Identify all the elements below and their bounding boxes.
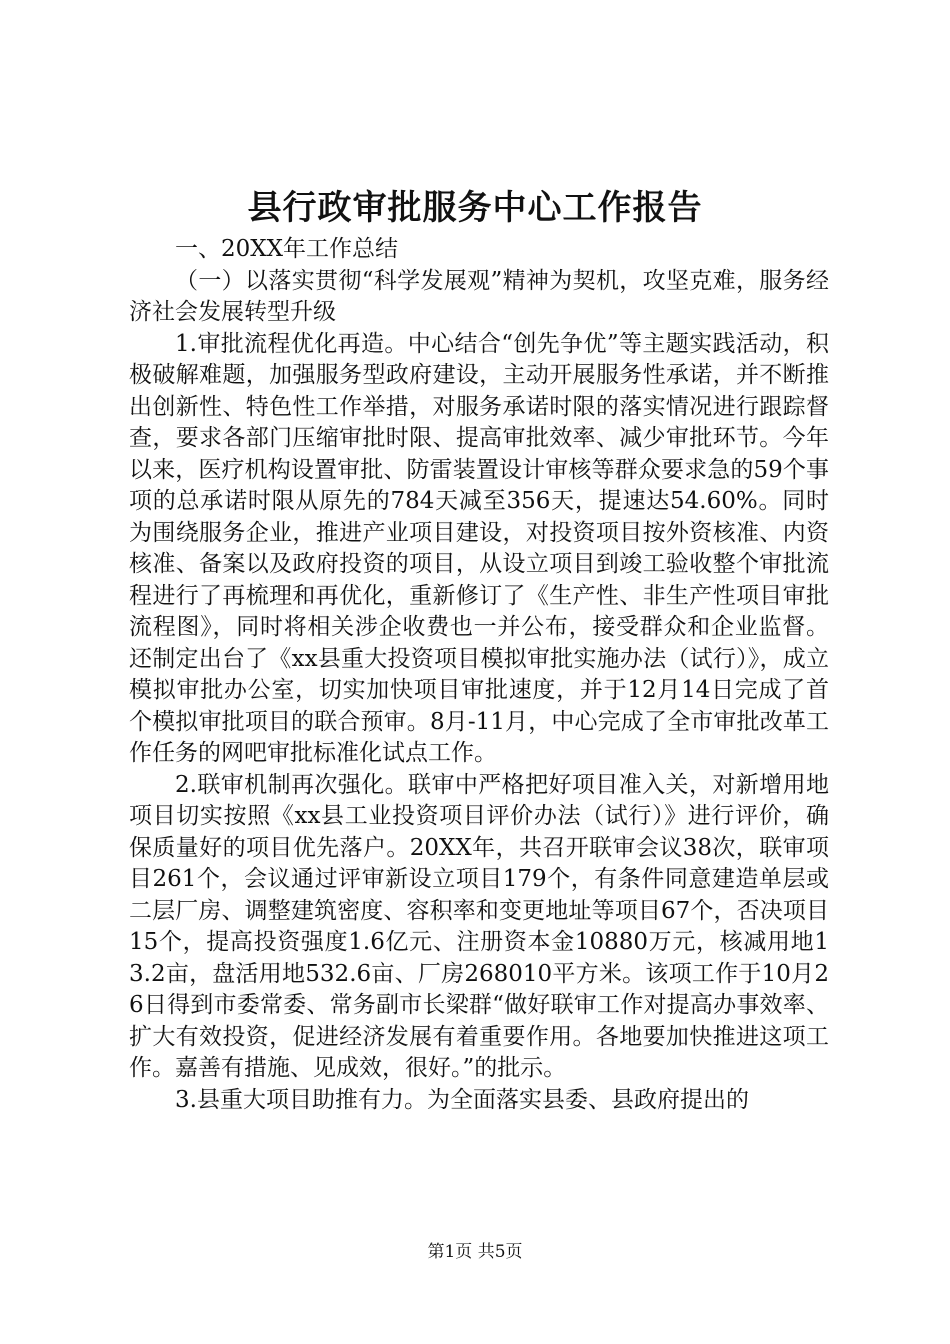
section-heading: 一、20XX年工作总结 <box>175 236 399 262</box>
document-body <box>129 234 829 1116</box>
document-title: 县行政审批服务中心工作报告 <box>247 188 703 228</box>
subsection-heading: （一）以落实贯彻“科学发展观”精神为契机，攻坚克难，服务经济社会发展转型升级 <box>129 267 829 325</box>
page-footer: 第1页 共5页 <box>427 1242 523 1262</box>
body-paragraph: 3.县重大项目助推有力。为全面落实县委、县政府提出的 <box>175 1086 749 1113</box>
body-paragraph: 2.联审机制再次强化。联审中严格把好项目准入关，对新增用地项目切实按照《xx县工业投资项目评价办法（试行）》进行评价，确保质量好的项目优先落户。20XX年，共召开联审会议38次，联审项目261个，会议通过评审新设立项目179个，有条件同意建造单层或二层厂房、调整建筑密度、容积率和变更地址等项目67个，否决项目15个，提高投资强度1.6亿元、注册资本金10880万元，核减用地13.2亩，盘活用地532.6亩、厂房268010平方米。该项工作于10月26日得到市委常委、常务副市长梁群“做好联审工作对提高办事效率、扩大有效投资，促进经济发展有着重要作用。各地要加快推进这项工作。嘉善有措施、见成效，很好。”的批示。 <box>129 771 829 1081</box>
body-paragraph: 1.审批流程优化再造。中心结合“创先争优”等主题实践活动，积极破解难题，加强服务型政府建设，主动开展服务性承诺，并不断推出创新性、特色性工作举措，对服务承诺时限的落实情况进行跟踪督查，要求各部门压缩审批时限、提高审批效率、减少审批环节。今年以来，医疗机构设置审批、防雷装置设计审核等群众要求急的59个事项的总承诺时限从原先的784天减至356天，提速达54.60%。同时为围绕服务企业，推进产业项目建设，对投资项目按外资核准、内资核准、备案以及政府投资的项目，从设立项目到竣工验收整个审批流程进行了再梳理和再优化，重新修订了《生产性、非生产性项目审批流程图》，同时将相关涉企收费也一并公布，接受群众和企业监督。还制定出台了《xx县重大投资项目模拟审批实施办法（试行）》，成立模拟审批办公室，切实加快项目审批速度，并于12月14日完成了首个模拟审批项目的联合预审。8月-11月，中心完成了全市审批改革工作任务的网吧审批标准化试点工作。 <box>129 330 829 766</box>
